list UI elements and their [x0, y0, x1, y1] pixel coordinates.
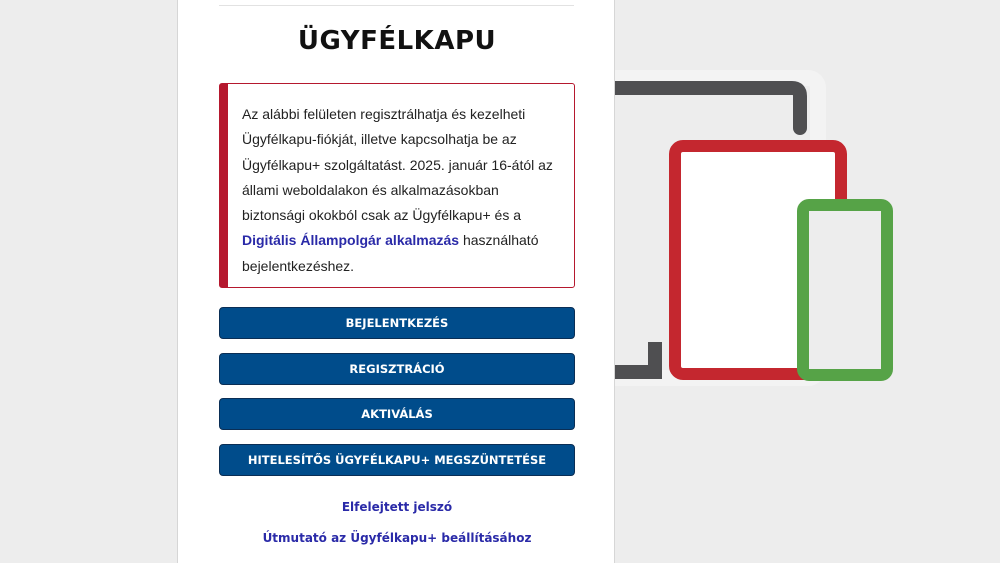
divider [219, 5, 574, 6]
main-panel [177, 0, 615, 563]
monitor-frame-bottom [610, 342, 655, 372]
digital-citizen-app-link[interactable]: Digitális Állampolgár alkalmazás [242, 232, 460, 249]
phone-shape [803, 205, 887, 375]
forgot-password-link[interactable]: Elfelejtett jelszó [341, 500, 453, 514]
login-button[interactable]: BEJELENTKEZÉS [219, 307, 575, 339]
setup-guide-link[interactable]: Útmutató az Ügyfélkapu+ beállításához [262, 531, 532, 545]
notice-text-before-link: Az alábbi felületen regisztrálhatja és kezelheti Ügyfélkapu-fiókját, illetve kapcsolhatja be az Ügyfélkapu+ szolgáltatást. 2025. január 16-ától az állami weboldalakon és alkalmazásokban biztonsági okokból csak az Ügyfélkapu+ és a [242, 106, 553, 224]
notice-box [219, 83, 575, 288]
activate-button[interactable]: AKTIVÁLÁS [219, 398, 575, 430]
register-button[interactable]: REGISZTRÁCIÓ [219, 353, 575, 385]
monitor-frame-top [610, 88, 800, 128]
delete-ugyfelkapu-plus-button[interactable]: HITELESÍTŐS ÜGYFÉLKAPU+ MEGSZÜNTETÉSE [219, 444, 575, 476]
page-title: ÜGYFÉLKAPU [297, 26, 497, 56]
notice-text-after-link: használható bejelentkezéshez. [242, 232, 539, 274]
